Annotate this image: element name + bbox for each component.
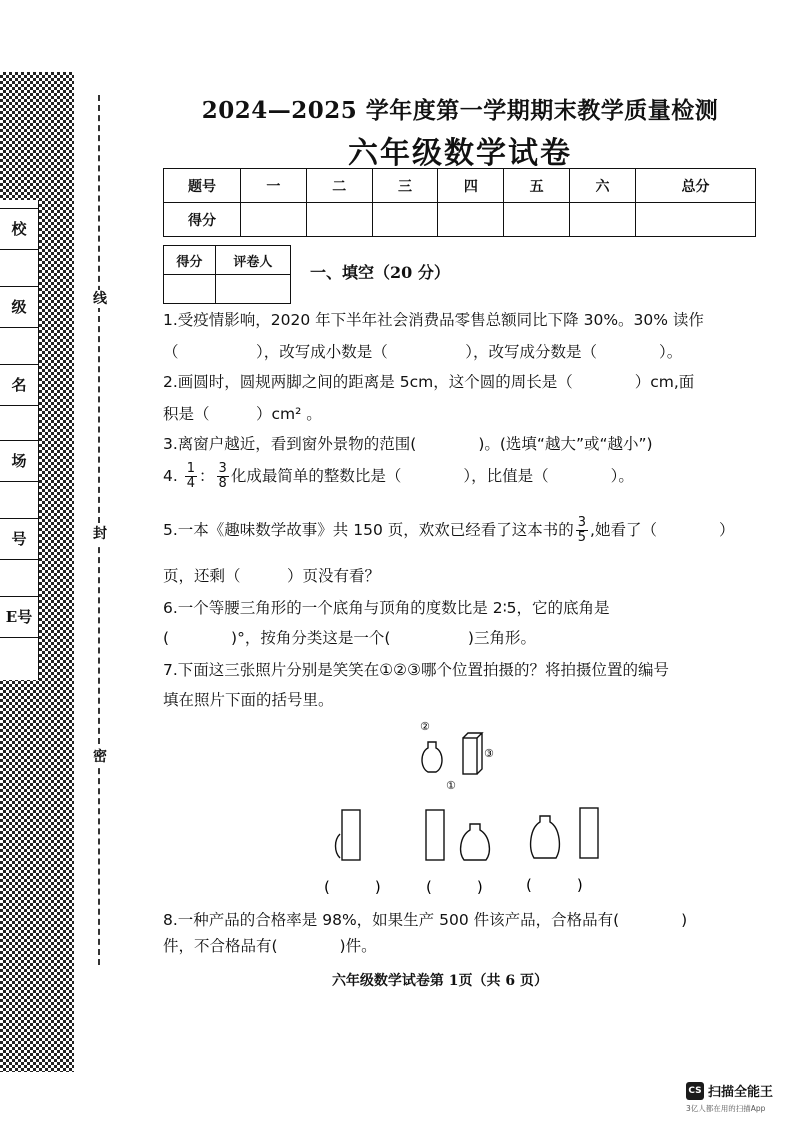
score-header-cell: 题号 xyxy=(164,169,241,203)
photo-1-icon xyxy=(336,810,361,860)
class-label: 级 xyxy=(0,286,38,328)
grader-score-cell[interactable] xyxy=(164,275,216,304)
question-5-line-2: 页，还剩（ ）页没有看？ xyxy=(163,567,381,585)
question-6-line-2: ( )°，按角分类这是一个( )三角形。 xyxy=(163,629,536,647)
photo-3-answer: ( ) xyxy=(526,876,583,894)
exam-subtitle: 六年级数学试卷 xyxy=(348,136,572,171)
position-3-marker: ③ xyxy=(484,747,494,760)
question-5-line-1: 5.一本《趣味数学故事》共 150 页，欢欢已经看了这本书的 $\frac{3}{5}$ ,她看了（ ） xyxy=(163,515,735,545)
photo-3-icon xyxy=(531,808,598,858)
score-header-cell: 六 xyxy=(570,169,636,203)
question-3: 3.离窗户越近，看到窗外景物的范围( )。(选填“越大”或“越小”) xyxy=(163,435,653,453)
question-4-number: 4. xyxy=(163,467,178,485)
question-7-figure xyxy=(320,712,620,902)
score-header-cell: 二 xyxy=(306,169,372,203)
score-table-score-row xyxy=(164,203,756,237)
score-cell[interactable] xyxy=(306,203,372,237)
position-1-marker: ① xyxy=(446,779,456,792)
score-header-cell: 五 xyxy=(504,169,570,203)
score-row-label: 得分 xyxy=(164,203,241,237)
fraction-one-quarter: $\frac{1}{4}$ xyxy=(186,461,196,491)
score-header-cell: 四 xyxy=(438,169,504,203)
vase-icon xyxy=(422,742,442,772)
question-7-line-2: 填在照片下面的括号里。 xyxy=(163,691,334,709)
score-cell[interactable] xyxy=(635,203,755,237)
photo-1-answer: ( ) xyxy=(324,878,381,896)
grader-name-cell[interactable] xyxy=(215,275,290,304)
question-4: 4. $\frac{1}{4}$ ： $\frac{3}{8}$ 化成最简单的整数比是（ ），比值是（ ）。 xyxy=(163,461,634,491)
score-table xyxy=(163,168,756,237)
score-cell[interactable] xyxy=(372,203,438,237)
grader-table xyxy=(163,245,291,304)
question-1-line-1: 1.受疫情影响，2020 年下半年社会消费品零售总额同比下降 30%。30% 读作 xyxy=(163,311,704,329)
exam-number-label: E号 xyxy=(0,596,38,638)
brand-tagline: 3亿人都在用的扫描App xyxy=(686,1104,766,1113)
student-info-column xyxy=(0,200,39,680)
question-7-line-1: 7.下面这三张照片分别是笑笑在①②③哪个位置拍摄的？将拍摄位置的编号 xyxy=(163,661,669,679)
grader-name-label: 评卷人 xyxy=(215,246,290,275)
score-header-cell: 总分 xyxy=(635,169,755,203)
brand-name: 扫描全能王 xyxy=(708,1085,774,1100)
score-header-cell: 一 xyxy=(241,169,307,203)
question-1-line-2: （ ），改写成小数是（ ），改写成分数是（ ）。 xyxy=(163,343,683,361)
box-icon xyxy=(463,733,482,774)
exam-room-label: 场 xyxy=(0,440,38,482)
school-label: 校 xyxy=(0,208,38,250)
page-footer: 六年级数学试卷第 1页（共 6 页） xyxy=(331,973,549,989)
question-6-line-1: 6.一个等腰三角形的一个底角与顶角的度数比是 2∶5，它的底角是 xyxy=(163,599,610,617)
seal-label-secret: 密 xyxy=(90,748,110,766)
scanner-watermark xyxy=(686,1080,773,1114)
name-label: 名 xyxy=(0,364,38,406)
seat-number-label: 号 xyxy=(0,518,38,560)
grader-score-label: 得分 xyxy=(164,246,216,275)
photo-2-icon xyxy=(426,810,489,860)
score-cell[interactable] xyxy=(570,203,636,237)
score-cell[interactable] xyxy=(504,203,570,237)
question-8-line-1: 8.一种产品的合格率是 98%，如果生产 500 件该产品，合格品有( ) xyxy=(163,911,688,929)
seal-label-line: 线 xyxy=(90,290,110,308)
fraction-three-eighths: $\frac{3}{8}$ xyxy=(218,461,227,491)
seal-label-seal: 封 xyxy=(90,525,110,543)
photo-2-answer: ( ) xyxy=(426,878,483,896)
position-2-marker: ② xyxy=(420,720,430,733)
question-8-line-2: 件，不合格品有( )件。 xyxy=(163,937,377,955)
score-cell[interactable] xyxy=(438,203,504,237)
fraction-three-fifths: $\frac{3}{5}$ xyxy=(577,515,587,545)
score-cell[interactable] xyxy=(241,203,307,237)
question-2-line-2: 积是（ ）cm² 。 xyxy=(163,405,322,423)
question-2-line-1: 2.画圆时，圆规两脚之间的距离是 5cm，这个圆的周长是（ ）cm,面 xyxy=(163,373,695,391)
score-header-cell: 三 xyxy=(372,169,438,203)
score-table-header-row xyxy=(164,169,756,203)
camscanner-logo-icon: CS xyxy=(686,1082,704,1100)
exam-title: 2024—2025 学年度第一学期期末教学质量检测 xyxy=(201,97,719,124)
section-heading: 一、填空（20 分） xyxy=(310,263,450,282)
